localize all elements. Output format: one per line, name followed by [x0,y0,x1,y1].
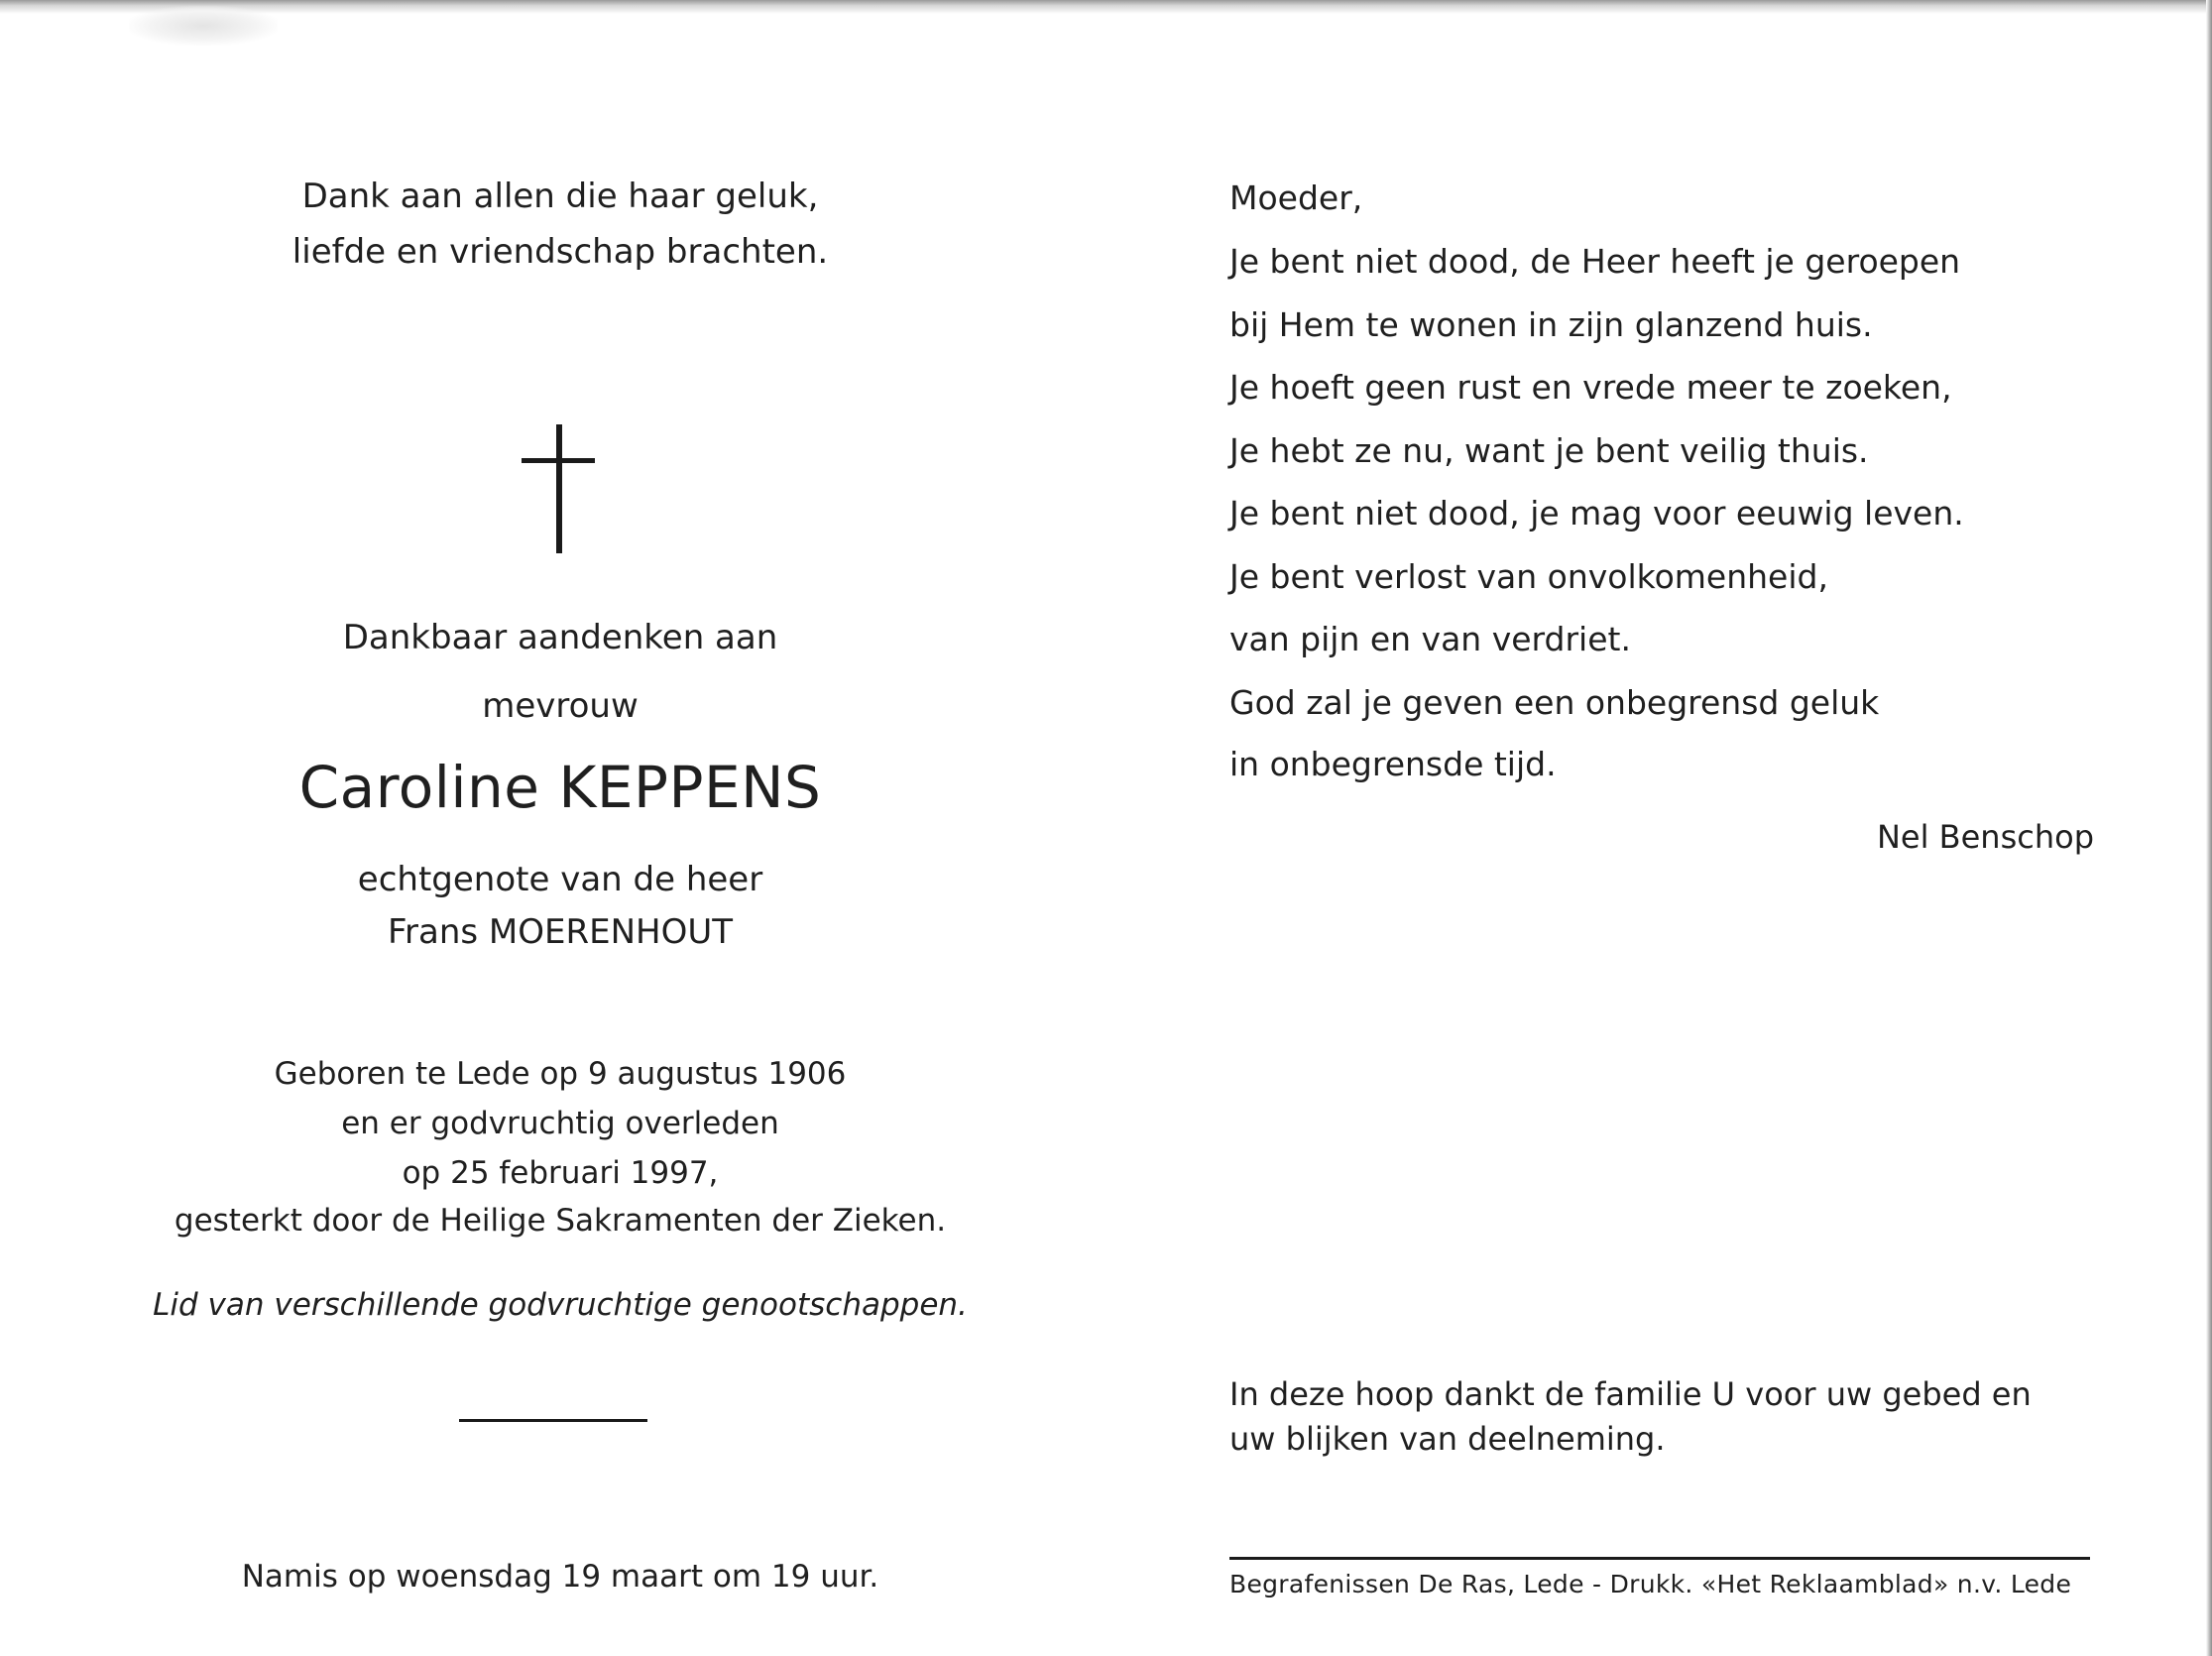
printer-rule [1229,1557,2090,1560]
thanks-line-1: Dank aan allen die haar geluk, [301,177,819,216]
membership-line: Lid van verschillende godvruchtige genootschappen. [153,1287,968,1323]
thanks-line-2: liefde en vriendschap brachten. [291,232,829,272]
poem-line: Moeder, [1229,178,1363,217]
poem-author: Nel Benschop [1876,818,2094,856]
sacraments-line: gesterkt door de Heilige Sakramenten der Zieken. [174,1203,947,1239]
honorific: mevrouw [482,686,639,726]
poem-line: in onbegrensde tijd. [1229,745,1557,783]
death-line-1: en er godvruchtig overleden [341,1106,779,1141]
family-thanks-line-2: uw blijken van deelneming. [1229,1420,1666,1458]
poem-line: God zal je geven een onbegrensd geluk [1229,683,1880,722]
spouse-name: Frans MOERENHOUT [387,912,734,952]
poem-line: van pijn en van verdriet. [1229,620,1631,658]
memorial-intro: Dankbaar aandenken aan [342,618,778,657]
poem-line: bij Hem te wonen in zijn glanzend huis. [1229,305,1873,344]
birth-line: Geboren te Lede op 9 augustus 1906 [274,1056,847,1092]
poem-line: Je bent niet dood, je mag voor eeuwig leven. [1229,494,1964,532]
card-tear-mark [129,6,278,46]
left-divider [459,1419,647,1422]
death-line-2: op 25 februari 1997, [402,1155,719,1191]
card-top-edge [0,0,2212,14]
service-line: Namis op woensdag 19 maart om 19 uur. [241,1559,879,1595]
poem-line: Je hebt ze nu, want je bent veilig thuis. [1229,431,1869,470]
poem-line: Je bent niet dood, de Heer heeft je geroepen [1229,242,1961,281]
card-right-edge [2206,0,2212,1656]
family-thanks-line-1: In deze hoop dankt de familie U voor uw gebed en [1229,1375,2032,1413]
deceased-name: Caroline KEPPENS [298,754,822,821]
spouse-line-1: echtgenote van de heer [357,860,763,899]
poem-line: Je bent verlost van onvolkomenheid, [1229,557,1828,596]
printer-credit: Begrafenissen De Ras, Lede - Drukk. «Het Reklaamblad» n.v. Lede [1229,1570,2072,1598]
poem-line: Je hoeft geen rust en vrede meer te zoeken, [1229,368,1952,407]
